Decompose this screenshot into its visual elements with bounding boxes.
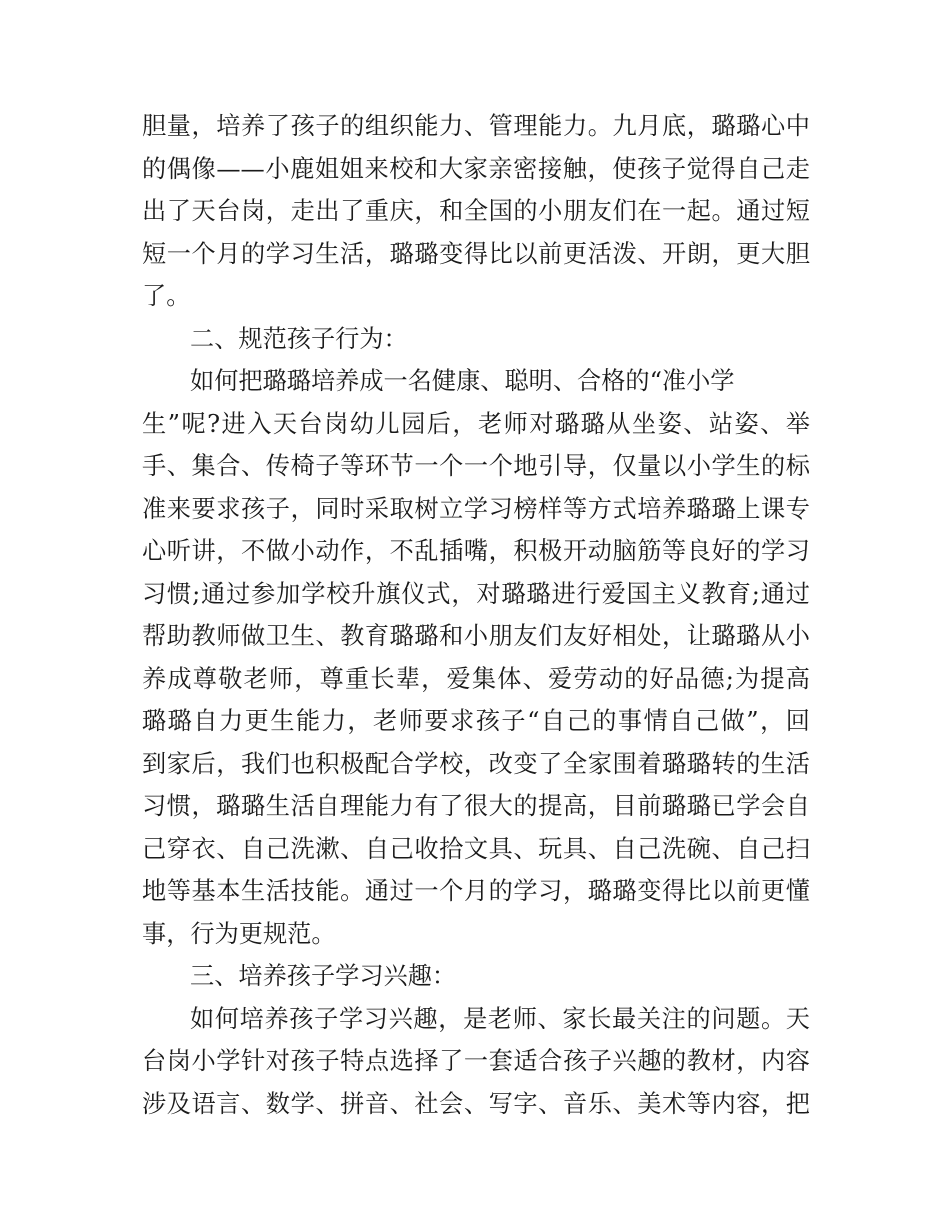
text-line: 准来要求孩子，同时采取树立学习榜样等方式培养璐璐上课专 [142,494,810,523]
text-line: 的偶像——小鹿姐姐来校和大家亲密接触，使孩子觉得自己走 [142,154,810,183]
text-line: 习惯，璐璐生活自理能力有了很大的提高，目前璐璐已学会自 [142,792,810,820]
text-line: 心听讲，不做小动作，不乱插嘴，积极开动脑筋等良好的学习 [142,537,810,565]
document-body [142,105,810,1125]
text-line: 习惯;通过参加学校升旗仪式，对璐璐进行爱国主义教育;通过 [142,579,810,608]
text-line: 帮助教师做卫生、教育璐璐和小朋友们友好相处，让璐璐从小 [142,622,810,650]
section-heading: 三、培养孩子学习兴趣： [190,962,457,990]
text-line: 了。 [142,282,191,310]
text-line: 己穿衣、自己洗漱、自己收拾文具、玩具、自己洗碗、自己扫 [142,834,810,863]
text-line: 璐璐自力更生能力，老师要求孩子“自己的事情自己做”，回 [142,707,810,735]
text-line: 地等基本生活技能。通过一个月的学习，璐璐变得比以前更懂 [142,877,810,905]
section-heading: 二、规范孩子行为： [190,324,408,353]
text-line: 胆量，培养了孩子的组织能力、管理能力。九月底，璐璐心中 [142,112,810,140]
text-line: 台岗小学针对孩子特点选择了一套适合孩子兴趣的教材，内容 [142,1047,810,1075]
text-line: 到家后，我们也积极配合学校，改变了全家围着璐璐转的生活 [142,749,810,778]
text-line: 手、集合、传椅子等环节一个一个地引导，仅量以小学生的标 [142,452,810,480]
text-line: 如何把璐璐培养成一名健康、聪明、合格的“准小学 [190,367,735,395]
text-line: 短一个月的学习生活，璐璐变得比以前更活泼、开朗，更大胆 [142,239,810,268]
text-line: 事，行为更规范。 [142,919,336,948]
text-line: 养成尊敬老师，尊重长辈，爱集体、爱劳动的好品德;为提高 [142,664,810,693]
text-line: 如何培养孩子学习兴趣，是老师、家长最关注的问题。天 [190,1004,810,1033]
text-line: 生”呢?进入天台岗幼儿园后，老师对璐璐从坐姿、站姿、举 [142,409,810,438]
text-line: 涉及语言、数学、拼音、社会、写字、音乐、美术等内容，把 [142,1089,810,1118]
text-line: 出了天台岗，走出了重庆，和全国的小朋友们在一起。通过短 [142,197,810,225]
